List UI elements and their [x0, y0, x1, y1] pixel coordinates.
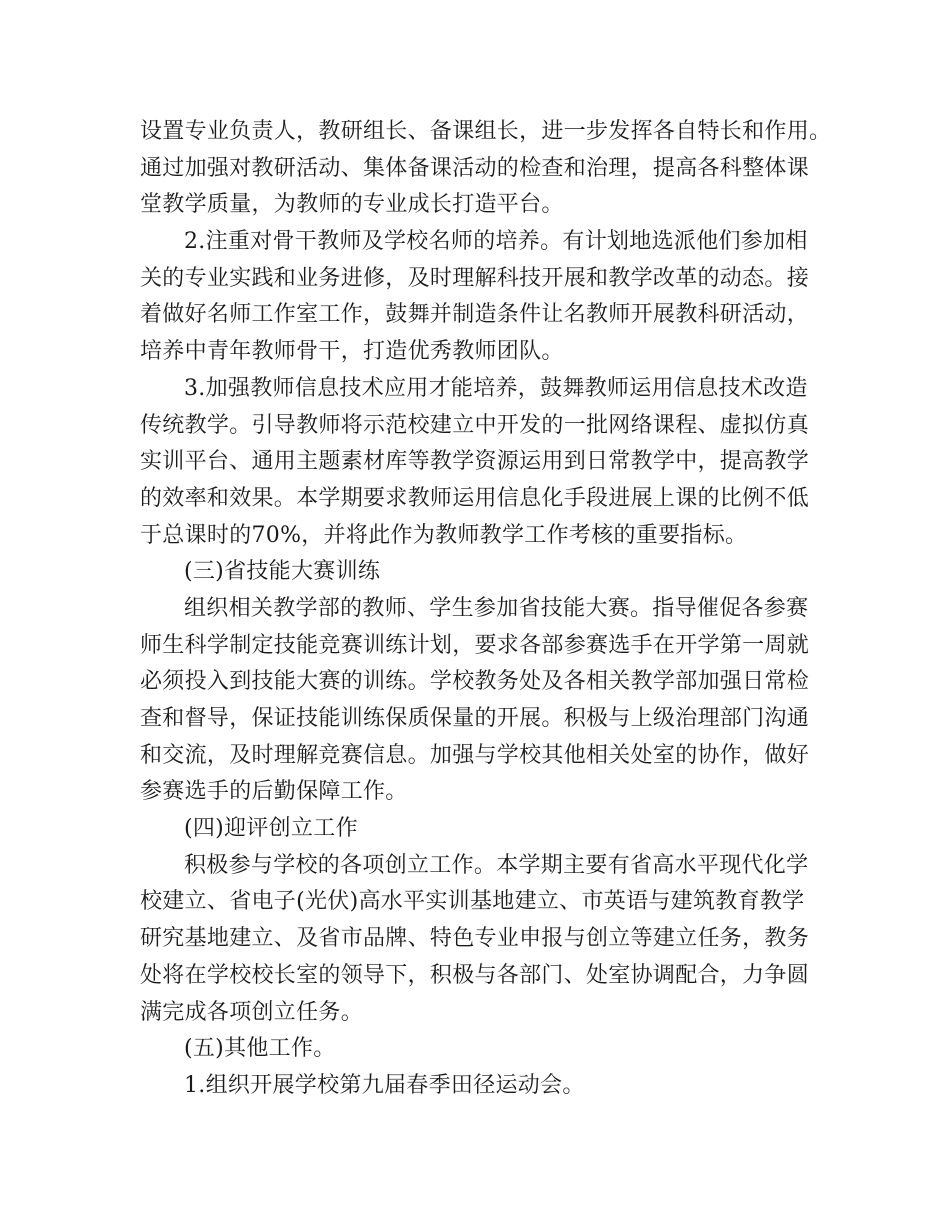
text-line: 处将在学校校长室的领导下，积极与各部门、处室协调配合，力争圆	[140, 962, 810, 988]
text-line: 培养中青年教师骨干，打造优秀教师团队。	[140, 339, 564, 365]
text-line: 2.注重对骨干教师及学校名师的培养。有计划地选派他们参加相	[184, 229, 808, 255]
text-line: 积极参与学校的各项创立工作。本学期主要有省高水平现代化学	[184, 852, 809, 878]
text-line: 校建立、省电子(光伏)高水平实训基地建立、市英语与建筑教育教学	[140, 889, 805, 915]
text-line: 设置专业负责人，教研组长、备课组长，进一步发挥各自特长和作用。	[140, 119, 832, 144]
text-line: 组织相关教学部的教师、学生参加省技能大赛。指导催促各参赛	[184, 595, 809, 621]
text-line: 1.组织开展学校第九届春季田径运动会。	[184, 1072, 585, 1098]
text-line: 和交流，及时理解竞赛信息。加强与学校其他相关处室的协作，做好	[140, 742, 810, 768]
text-line: 关的专业实践和业务进修，及时理解科技开展和教学改革的动态。接	[140, 265, 810, 291]
text-line: 实训平台、通用主题素材库等教学资源运用到日常教学中，提高教学	[140, 449, 810, 475]
body-text	[140, 114, 830, 1105]
text-line: 于总课时的70%，并将此作为教师教学工作考核的重要指标。	[140, 522, 748, 548]
text-line: 传统教学。引导教师将示范校建立中开发的一批网络课程、虚拟仿真	[140, 412, 810, 438]
text-line: 着做好名师工作室工作，鼓舞并制造条件让名教师开展教科研活动，	[140, 302, 810, 328]
section-heading: (五)其他工作。	[184, 1036, 336, 1062]
text-line: 参赛选手的后勤保障工作。	[140, 779, 408, 805]
section-heading: (四)迎评创立工作	[184, 816, 358, 842]
text-line: 师生科学制定技能竞赛训练计划，要求各部参赛选手在开学第一周就	[140, 632, 810, 658]
text-line: 通过加强对教研活动、集体备课活动的检查和治理，提高各科整体课	[140, 155, 810, 181]
text-line: 满完成各项创立任务。	[140, 999, 364, 1025]
text-line: 的效率和效果。本学期要求教师运用信息化手段进展上课的比例不低	[140, 485, 810, 511]
text-line: 堂教学质量，为教师的专业成长打造平台。	[140, 192, 564, 218]
text-line: 必须投入到技能大赛的训练。学校教务处及各相关教学部加强日常检	[140, 669, 810, 695]
text-line: 研究基地建立、及省市品牌、特色专业申报与创立等建立任务，教务	[140, 926, 810, 952]
text-line: 3.加强教师信息技术应用才能培养，鼓舞教师运用信息技术改造	[184, 375, 808, 401]
text-line: 查和督导，保证技能训练保质保量的开展。积极与上级治理部门沟通	[140, 706, 810, 731]
section-heading: (三)省技能大赛训练	[184, 559, 381, 585]
